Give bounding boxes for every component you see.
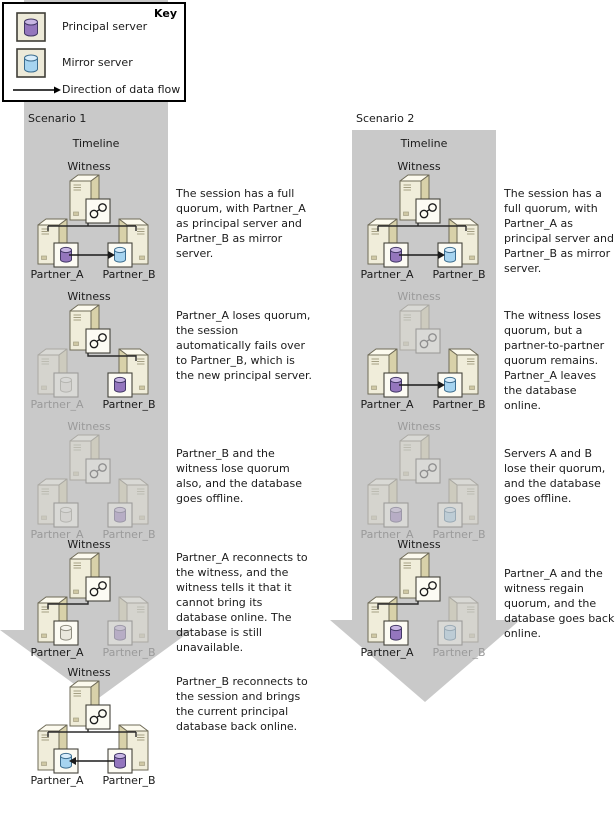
s1-stage-4 (18, 538, 168, 662)
s1-stage-4-description: Partner_A reconnects to the witness, and the witness tells it that it cannot bring its database online. The database is still unavailable. (176, 551, 308, 654)
partner-a-label: Partner_A (360, 646, 414, 659)
mirror-server-icon (16, 48, 46, 78)
s1-stage-2-description: Partner_A loses quorum, the session automatically fails over to Partner_B, which is the new principal server. (176, 309, 313, 382)
partner-b-label: Partner_B (432, 398, 486, 411)
witness-label: Witness (67, 290, 111, 303)
witness-label: Witness (397, 538, 441, 551)
partner-a-principal-server-icon (365, 478, 409, 528)
timeline-label-scenario2: Timeline (400, 137, 448, 150)
principal-server-icon (16, 12, 46, 42)
s2-stage-2-description: The witness loses quorum, but a partner-to-partner quorum remains. Partner_A leaves the database online. (504, 309, 605, 412)
key-title: Key (154, 7, 177, 20)
witness-label: Witness (67, 538, 111, 551)
partner-a-offline-server-icon (35, 478, 79, 528)
partner-b-principal-server-icon (107, 478, 151, 528)
witness-server-icon (397, 434, 441, 484)
partner-b-label: Partner_B (102, 398, 156, 411)
mirror-server-key-label: Mirror server (62, 56, 133, 69)
partner-b-label: Partner_B (102, 528, 156, 541)
s2-stage-3 (348, 420, 498, 544)
witness-server-icon (67, 434, 111, 484)
data-flow-arrow-a-to-b (18, 160, 168, 284)
partner-a-label: Partner_A (30, 528, 84, 541)
partner-b-label: Partner_B (432, 268, 486, 281)
partner-a-label: Partner_A (360, 398, 414, 411)
witness-label: Witness (397, 420, 441, 433)
quorum-connection-lines (348, 538, 498, 662)
timeline-label-scenario1: Timeline (72, 137, 120, 150)
s1-stage-3-description: Partner_B and the witness lose quorum also, and the database goes offline. (176, 447, 302, 505)
s1-stage-3 (18, 420, 168, 544)
data-flow-key-label: Direction of data flow (62, 83, 181, 96)
data-flow-arrow-icon (12, 85, 62, 95)
quorum-connection-lines (18, 538, 168, 662)
key-legend (2, 2, 186, 102)
partner-a-label: Partner_A (30, 774, 84, 787)
partner-b-label: Partner_B (102, 774, 156, 787)
s1-stage-5 (18, 666, 168, 790)
quorum-connection-lines (18, 290, 168, 414)
principal-server-key-label: Principal server (62, 20, 148, 33)
scenario2-title: Scenario 2 (356, 112, 415, 125)
partner-b-mirror-server-icon (437, 478, 481, 528)
scenario1-title: Scenario 1 (28, 112, 87, 125)
witness-label: Witness (67, 420, 111, 433)
partner-b-label: Partner_B (102, 646, 156, 659)
partner-a-label: Partner_A (30, 646, 84, 659)
s2-stage-1-description: The session has a full quorum, with Partner_A as principal server and Partner_B as mirror server. (504, 187, 614, 275)
partner-b-label: Partner_B (432, 646, 486, 659)
witness-label: Witness (67, 666, 111, 679)
partner-a-label: Partner_A (30, 398, 84, 411)
partner-b-label: Partner_B (432, 528, 486, 541)
s2-stage-3-description: Servers A and B lose their quorum, and the database goes offline. (504, 447, 606, 505)
s1-stage-1 (18, 160, 168, 284)
s1-stage-2 (18, 290, 168, 414)
partner-b-label: Partner_B (102, 268, 156, 281)
partner-a-label: Partner_A (360, 268, 414, 281)
s1-stage-5-description: Partner_B reconnects to the session and brings the current principal database back online. (176, 675, 308, 733)
witness-label: Witness (397, 290, 441, 303)
s1-stage-1-description: The session has a full quorum, with Partner_A as principal server and Partner_B as mirror server. (176, 187, 306, 260)
witness-label: Witness (397, 160, 441, 173)
s2-stage-4 (348, 538, 498, 662)
s2-stage-4-description: Partner_A and the witness regain quorum, and the database goes back online. (504, 567, 615, 640)
data-flow-arrow-b-to-a (18, 666, 168, 790)
data-flow-arrow-a-to-b (348, 290, 498, 414)
s2-stage-1 (348, 160, 498, 284)
partner-a-label: Partner_A (360, 528, 414, 541)
witness-label: Witness (67, 160, 111, 173)
data-flow-arrow-a-to-b (348, 160, 498, 284)
s2-stage-2 (348, 290, 498, 414)
partner-a-label: Partner_A (30, 268, 84, 281)
